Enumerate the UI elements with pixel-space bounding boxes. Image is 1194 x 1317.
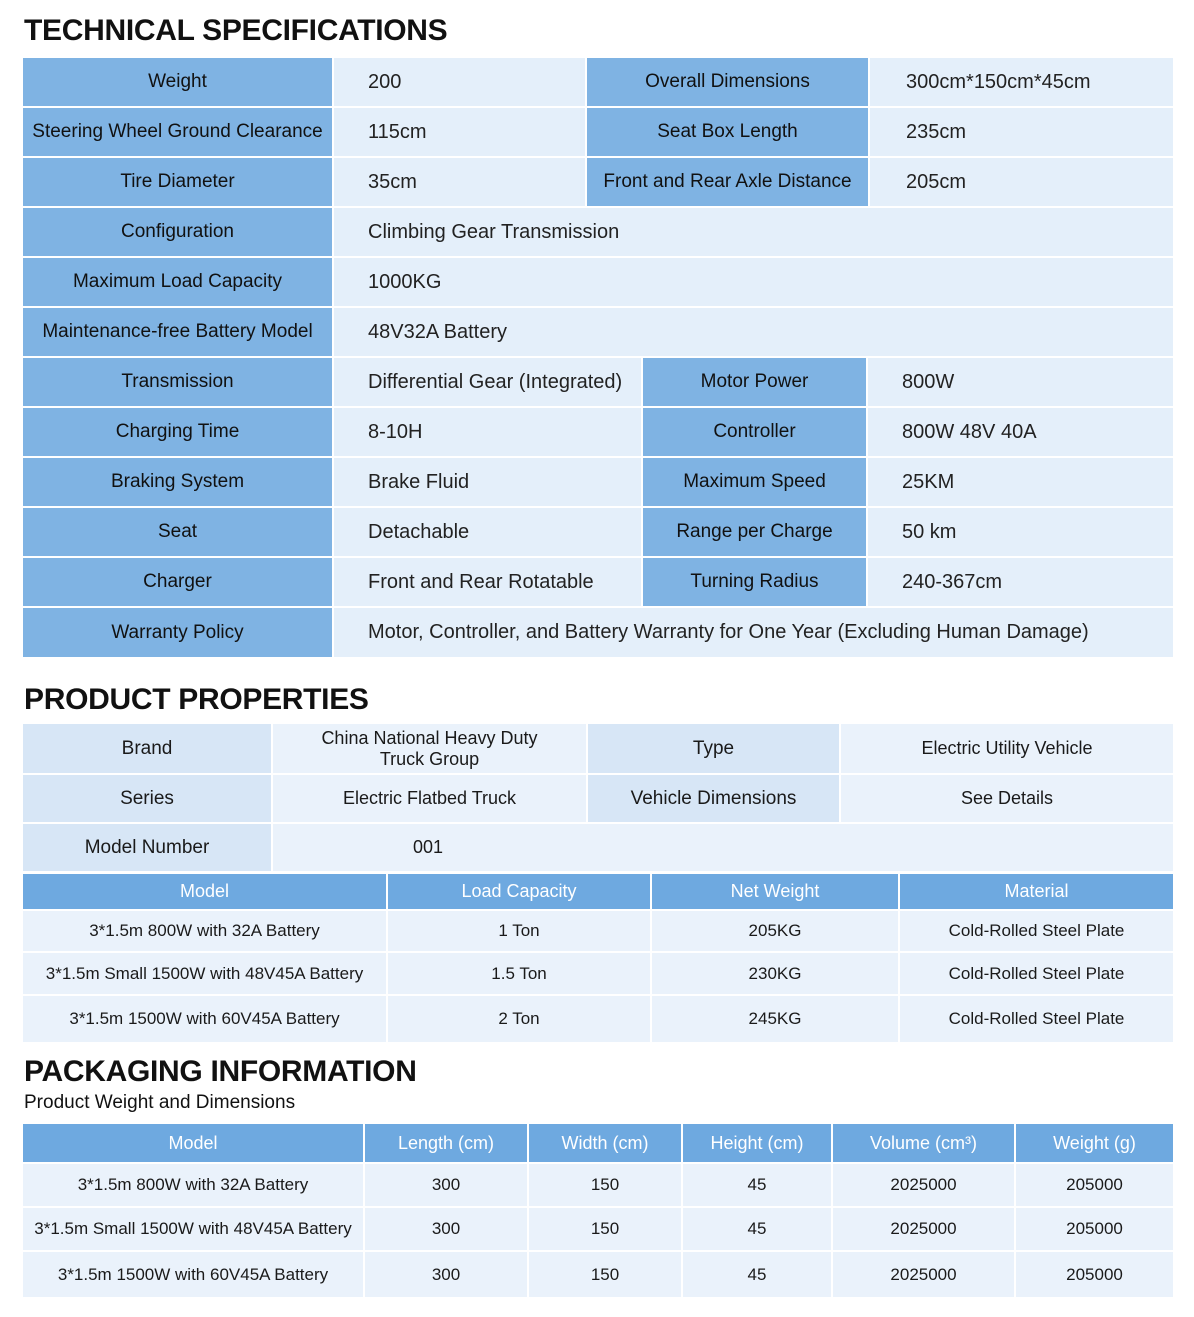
table-cell: 300 bbox=[365, 1252, 527, 1297]
spec-label: Seat Box Length bbox=[587, 108, 868, 156]
table-header: Model bbox=[23, 874, 386, 909]
table-cell: Cold-Rolled Steel Plate bbox=[900, 996, 1173, 1042]
table-cell: 205000 bbox=[1016, 1208, 1173, 1250]
table-cell: 150 bbox=[529, 1208, 681, 1250]
table-cell: 300 bbox=[365, 1208, 527, 1250]
spec-label: Braking System bbox=[23, 458, 332, 506]
spec-value: 48V32A Battery bbox=[334, 308, 1173, 356]
table-header: Height (cm) bbox=[683, 1124, 831, 1162]
warranty-value: Motor, Controller, and Battery Warranty for One Year (Excluding Human Damage) bbox=[334, 608, 1173, 657]
table-header: Length (cm) bbox=[365, 1124, 527, 1162]
spec-label: Front and Rear Axle Distance bbox=[587, 158, 868, 206]
spec-value: 50 km bbox=[868, 508, 1173, 556]
spec-label: Transmission bbox=[23, 358, 332, 406]
spec-value: 800W bbox=[868, 358, 1173, 406]
vehicle-dimensions-value: See Details bbox=[841, 775, 1173, 822]
tech-specs-heading: TECHNICAL SPECIFICATIONS bbox=[24, 14, 448, 47]
series-value: Electric Flatbed Truck bbox=[273, 775, 586, 822]
spec-label: Steering Wheel Ground Clearance bbox=[23, 108, 332, 156]
spec-label: Motor Power bbox=[643, 358, 866, 406]
spec-value: 240-367cm bbox=[868, 558, 1173, 606]
spec-label: Tire Diameter bbox=[23, 158, 332, 206]
table-cell: Cold-Rolled Steel Plate bbox=[900, 911, 1173, 951]
model-number-value: 001 bbox=[273, 824, 1173, 871]
table-cell: 1.5 Ton bbox=[388, 953, 650, 994]
vehicle-dimensions-label: Vehicle Dimensions bbox=[588, 775, 839, 822]
table-cell: 45 bbox=[683, 1208, 831, 1250]
table-cell: 3*1.5m 800W with 32A Battery bbox=[23, 1164, 363, 1206]
table-cell: 1 Ton bbox=[388, 911, 650, 951]
spec-label: Charger bbox=[23, 558, 332, 606]
spec-value: Brake Fluid bbox=[334, 458, 641, 506]
packaging-heading: PACKAGING INFORMATION bbox=[24, 1055, 417, 1088]
table-cell: 150 bbox=[529, 1252, 681, 1297]
table-cell: 3*1.5m Small 1500W with 48V45A Battery bbox=[23, 953, 386, 994]
table-cell: 3*1.5m 1500W with 60V45A Battery bbox=[23, 1252, 363, 1297]
spec-value: 1000KG bbox=[334, 258, 1173, 306]
table-cell: 45 bbox=[683, 1252, 831, 1297]
spec-label: Range per Charge bbox=[643, 508, 866, 556]
table-header: Net Weight bbox=[652, 874, 898, 909]
type-label: Type bbox=[588, 724, 839, 773]
table-header: Weight (g) bbox=[1016, 1124, 1173, 1162]
table-cell: 2 Ton bbox=[388, 996, 650, 1042]
brand-label: Brand bbox=[23, 724, 271, 773]
table-cell: 2025000 bbox=[833, 1208, 1014, 1250]
spec-value: 300cm*150cm*45cm bbox=[870, 58, 1173, 106]
spec-value: Differential Gear (Integrated) bbox=[334, 358, 641, 406]
product-properties-heading: PRODUCT PROPERTIES bbox=[24, 683, 369, 716]
spec-value: 8-10H bbox=[334, 408, 641, 456]
spec-value: 25KM bbox=[868, 458, 1173, 506]
spec-label: Overall Dimensions bbox=[587, 58, 868, 106]
spec-value: 200 bbox=[334, 58, 585, 106]
spec-value: 205cm bbox=[870, 158, 1173, 206]
spec-label: Controller bbox=[643, 408, 866, 456]
spec-label: Seat bbox=[23, 508, 332, 556]
table-header: Width (cm) bbox=[529, 1124, 681, 1162]
table-header: Model bbox=[23, 1124, 363, 1162]
table-cell: 45 bbox=[683, 1164, 831, 1206]
table-header: Volume (cm³) bbox=[833, 1124, 1014, 1162]
table-cell: 2025000 bbox=[833, 1164, 1014, 1206]
spec-value: Front and Rear Rotatable bbox=[334, 558, 641, 606]
spec-value: Climbing Gear Transmission bbox=[334, 208, 1173, 256]
spec-label: Charging Time bbox=[23, 408, 332, 456]
spec-label: Turning Radius bbox=[643, 558, 866, 606]
type-value: Electric Utility Vehicle bbox=[841, 724, 1173, 773]
table-header: Load Capacity bbox=[388, 874, 650, 909]
table-cell: 3*1.5m 800W with 32A Battery bbox=[23, 911, 386, 951]
spec-value: 235cm bbox=[870, 108, 1173, 156]
spec-value: 115cm bbox=[334, 108, 585, 156]
spec-label: Configuration bbox=[23, 208, 332, 256]
spec-label: Weight bbox=[23, 58, 332, 106]
table-cell: 205KG bbox=[652, 911, 898, 951]
table-cell: 205000 bbox=[1016, 1164, 1173, 1206]
brand-value: China National Heavy Duty Truck Group bbox=[273, 724, 586, 773]
table-cell: 2025000 bbox=[833, 1252, 1014, 1297]
spec-value: Detachable bbox=[334, 508, 641, 556]
spec-label: Maximum Speed bbox=[643, 458, 866, 506]
model-number-label: Model Number bbox=[23, 824, 271, 871]
series-label: Series bbox=[23, 775, 271, 822]
table-cell: 3*1.5m 1500W with 60V45A Battery bbox=[23, 996, 386, 1042]
spec-value: 800W 48V 40A bbox=[868, 408, 1173, 456]
table-cell: 245KG bbox=[652, 996, 898, 1042]
warranty-label: Warranty Policy bbox=[23, 608, 332, 657]
table-header: Material bbox=[900, 874, 1173, 909]
spec-label: Maintenance-free Battery Model bbox=[23, 308, 332, 356]
table-cell: Cold-Rolled Steel Plate bbox=[900, 953, 1173, 994]
table-cell: 300 bbox=[365, 1164, 527, 1206]
spec-value: 35cm bbox=[334, 158, 585, 206]
table-cell: 150 bbox=[529, 1164, 681, 1206]
table-cell: 3*1.5m Small 1500W with 48V45A Battery bbox=[23, 1208, 363, 1250]
table-cell: 205000 bbox=[1016, 1252, 1173, 1297]
spec-label: Maximum Load Capacity bbox=[23, 258, 332, 306]
table-cell: 230KG bbox=[652, 953, 898, 994]
packaging-subheading: Product Weight and Dimensions bbox=[24, 1092, 296, 1113]
